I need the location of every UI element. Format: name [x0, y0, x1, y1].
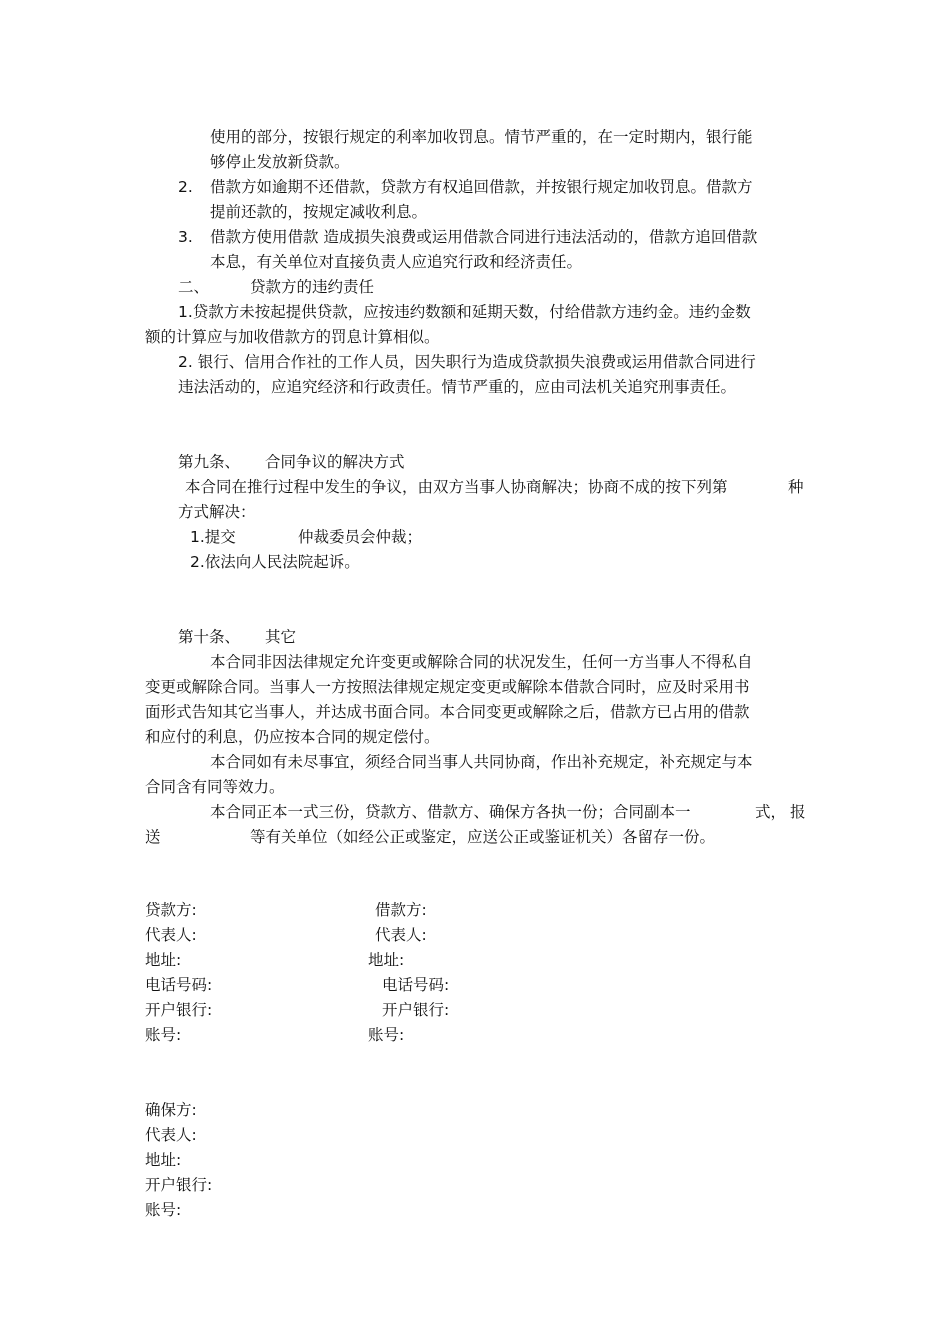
- item2-line-2: 提前还款的，按规定减收利息。: [210, 203, 428, 221]
- article10-p2-line-1: 本合同如有未尽事宜，须经合同当事人共同协商，作出补充规定，补充规定与本: [210, 753, 753, 771]
- article9-option-2: 2.依法向人民法院起诉。: [190, 553, 360, 571]
- lender-account-label: 账号:: [145, 1026, 182, 1044]
- item2-number: 2.: [178, 178, 193, 196]
- article10-p3-line-1-end: 报: [790, 803, 806, 821]
- article10-title: 其它: [265, 628, 297, 646]
- article9-title: 合同争议的解决方式: [265, 453, 405, 471]
- lender-breach-p1-line-2: 额的计算应与加收借款方的罚息计算相似。: [145, 328, 440, 346]
- article10-p1-line-1: 本合同非因法律规定允许变更或解除合同的状况发生，任何一方当事人不得私自: [210, 653, 753, 671]
- lender-phone-label: 电话号码:: [145, 976, 213, 994]
- lender-rep-label: 代表人:: [145, 926, 197, 944]
- article10-p1-line-2: 变更或解除合同。当事人一方按照法律规定规定变更或解除本借款合同时，应及时采用书: [145, 678, 750, 696]
- borrower-bank-label: 开户银行:: [382, 1001, 450, 1019]
- lender-breach-heading-number: 二、: [178, 278, 210, 296]
- borrower-account-label: 账号:: [368, 1026, 405, 1044]
- article10-p3-line-1: 本合同正本一式三份，贷款方、借款方、确保方各执一份；合同副本一: [210, 803, 691, 821]
- borrower-phone-label: 电话号码:: [382, 976, 450, 994]
- article10-p2-line-2: 合同含有同等效力。: [145, 778, 285, 796]
- item3-line-2: 本息，有关单位对直接负责人应追究行政和经济责任。: [210, 253, 583, 271]
- article9-paragraph-line-1: 本合同在推行过程中发生的争议，由双方当事人协商解决；协商不成的按下列第: [185, 478, 728, 496]
- lender-breach-p2-line-2: 违法活动的，应追究经济和行政责任。情节严重的，应由司法机关追究刑事责任。: [178, 378, 737, 396]
- lender-address-label: 地址:: [145, 951, 182, 969]
- item3-number: 3.: [178, 228, 193, 246]
- lender-label: 贷款方:: [145, 901, 197, 919]
- article10-p3-line-2: 送: [145, 828, 161, 846]
- article9-paragraph-line-1-end: 种: [788, 478, 804, 496]
- lender-bank-label: 开户银行:: [145, 1001, 213, 1019]
- article9-paragraph-line-2: 方式解决：: [178, 503, 256, 521]
- borrower-address-label: 地址:: [368, 951, 405, 969]
- item3-line-1: 借款方使用借款 造成损失浪费或运用借款合同进行违法活动的，借款方追回借款: [210, 228, 758, 246]
- lender-breach-heading: 贷款方的违约责任: [250, 278, 375, 296]
- article10-p3-line-1-mid: 式，: [755, 803, 787, 821]
- item2-line-1: 借款方如逾期不还借款，贷款方有权追回借款，并按银行规定加收罚息。借款方: [210, 178, 753, 196]
- article9-option-1: 1.提交: [190, 528, 236, 546]
- article9-option-1-end: 仲裁委员会仲裁；: [298, 528, 423, 546]
- article9-label: 第九条、: [178, 453, 241, 471]
- article10-p3-line-2-end: 等有关单位（如经公正或鉴定，应送公正或鉴证机关）各留存一份。: [250, 828, 716, 846]
- guarantor-address-label: 地址:: [145, 1151, 182, 1169]
- lender-breach-p2-line-1: 2. 银行、信用合作社的工作人员，因失职行为造成贷款损失浪费或运用借款合同进行: [178, 353, 756, 371]
- guarantor-bank-label: 开户银行:: [145, 1176, 213, 1194]
- guarantor-label: 确保方:: [145, 1101, 197, 1119]
- article10-label: 第十条、: [178, 628, 241, 646]
- article10-p1-line-4: 和应付的利息，仍应按本合同的规定偿付。: [145, 728, 440, 746]
- item1-continuation-line-2: 够停止发放新贷款。: [210, 153, 350, 171]
- guarantor-rep-label: 代表人:: [145, 1126, 197, 1144]
- borrower-label: 借款方:: [375, 901, 427, 919]
- article10-p1-line-3: 面形式告知其它当事人，并达成书面合同。本合同变更或解除之后，借款方已占用的借款: [145, 703, 750, 721]
- lender-breach-p1-line-1: 1.贷款方未按起提供贷款，应按违约数额和延期天数，付给借款方违约金。违约金数: [178, 303, 751, 321]
- borrower-rep-label: 代表人:: [375, 926, 427, 944]
- item1-continuation-line-1: 使用的部分，按银行规定的利率加收罚息。情节严重的，在一定时期内，银行能: [210, 128, 753, 146]
- guarantor-account-label: 账号:: [145, 1201, 182, 1219]
